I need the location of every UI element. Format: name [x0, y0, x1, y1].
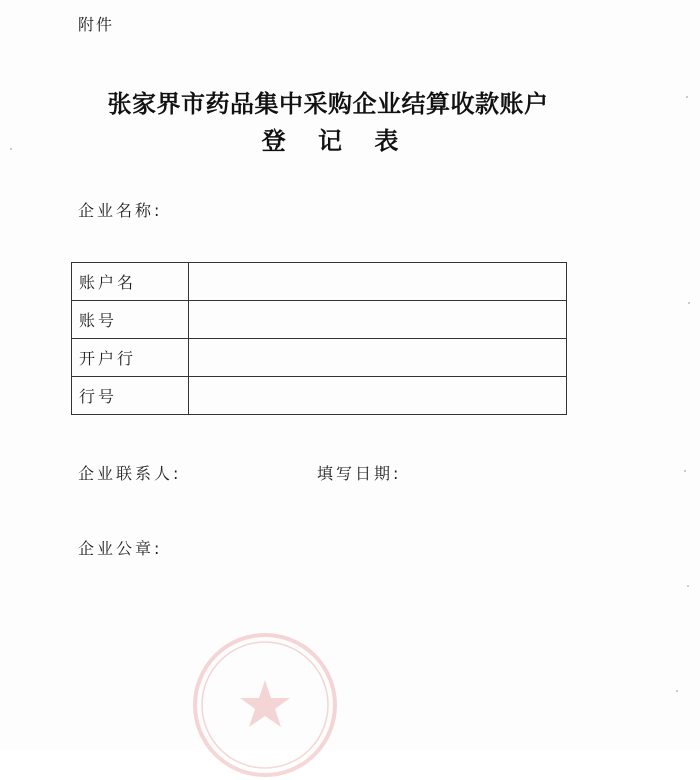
bank-code-label: 行号 — [72, 377, 189, 415]
account-name-label: 账户名 — [72, 263, 189, 301]
document-title: 张家界市药品集中采购企业结算收款账户 — [107, 89, 549, 118]
attachment-label: 附件 — [78, 15, 115, 34]
fill-date-label: 填写日期: — [317, 464, 402, 483]
bank-code-value — [189, 377, 567, 415]
company-seal-stamp — [190, 630, 340, 780]
company-name-label: 企业名称: — [78, 201, 163, 220]
company-seal-label: 企业公章: — [78, 539, 163, 558]
account-number-label: 账号 — [72, 301, 189, 339]
account-table — [71, 262, 567, 415]
table-row-bank-code — [72, 377, 567, 415]
account-name-value — [189, 263, 567, 301]
account-number-value — [189, 301, 567, 339]
document-subtitle: 登 记 表 — [261, 126, 411, 155]
table-row-bank — [72, 339, 567, 377]
bank-label: 开户行 — [72, 339, 189, 377]
bank-value — [189, 339, 567, 377]
table-row-account-name — [72, 263, 567, 301]
table-row-account-number — [72, 301, 567, 339]
contact-person-label: 企业联系人: — [78, 464, 182, 483]
